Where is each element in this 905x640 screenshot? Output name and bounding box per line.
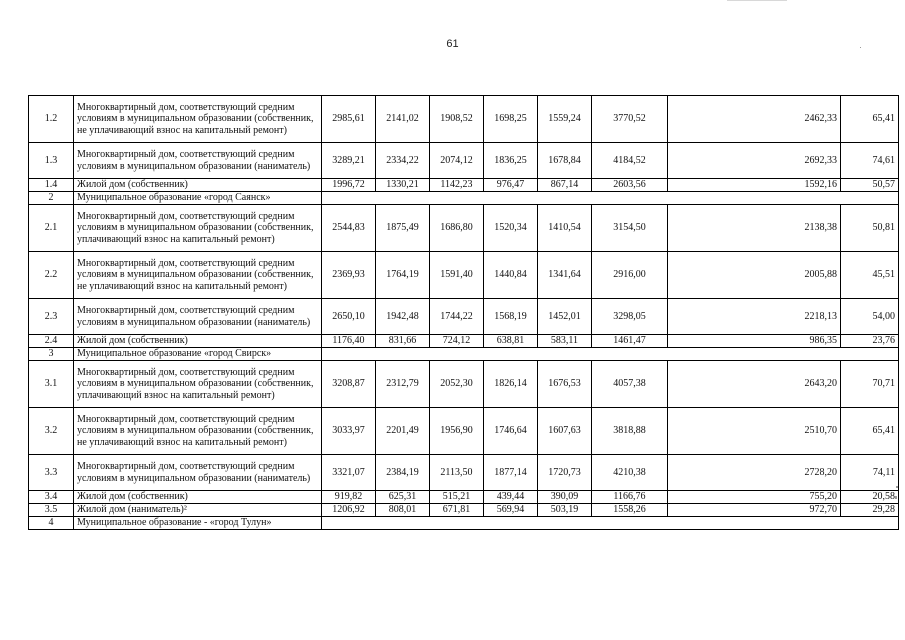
value-cell-7: 2510,70 <box>668 408 841 455</box>
value-cell-1: 3033,97 <box>322 408 376 455</box>
row-name-cell: Многоквартирный дом, соответствующий средним условиям в муниципальном образовании (собственник, уплачивающий взнос на капитальный ремонт) <box>74 361 322 408</box>
row-number-cell: 1.2 <box>29 96 74 143</box>
value-cell-6: 1558,26 <box>592 504 668 517</box>
row-name-cell: Многоквартирный дом, соответствующий средним условиям в муниципальном образовании (наниматель) <box>74 143 322 179</box>
value-cell-4: 1746,64 <box>484 408 538 455</box>
row-number-cell: 3.1 <box>29 361 74 408</box>
value-cell-1: 919,82 <box>322 491 376 504</box>
value-cell-2: 625,31 <box>376 491 430 504</box>
value-cell-8: 74,11 <box>841 455 899 491</box>
value-cell-4: 1836,25 <box>484 143 538 179</box>
value-cell-2: 1875,49 <box>376 205 430 252</box>
value-cell-2: 2141,02 <box>376 96 430 143</box>
row-number-cell: 3.3 <box>29 455 74 491</box>
row-number-cell: 2.2 <box>29 252 74 299</box>
row-name-cell: Муниципальное образование «город Свирск» <box>74 348 322 361</box>
row-number-cell: 1.4 <box>29 179 74 192</box>
value-cell-8: 74,61 <box>841 143 899 179</box>
value-cell-6: 1166,76 <box>592 491 668 504</box>
value-cell-7: 755,20 <box>668 491 841 504</box>
table-row <box>29 143 899 179</box>
table-row <box>29 455 899 491</box>
value-cell-5: 1559,24 <box>538 96 592 143</box>
scan-speck <box>895 496 897 499</box>
row-name-cell: Жилой дом (собственник) <box>74 179 322 192</box>
table-row <box>29 504 899 517</box>
value-cell-6: 4184,52 <box>592 143 668 179</box>
value-cell-5: 867,14 <box>538 179 592 192</box>
table-row <box>29 205 899 252</box>
value-cell-8: 45,51 <box>841 252 899 299</box>
value-cell-4: 1440,84 <box>484 252 538 299</box>
value-cell-5: 1720,73 <box>538 455 592 491</box>
row-number-cell: 2.4 <box>29 335 74 348</box>
value-cell-1: 2544,83 <box>322 205 376 252</box>
value-cell-7: 1592,16 <box>668 179 841 192</box>
value-cell-5: 1410,54 <box>538 205 592 252</box>
table-row <box>29 192 899 205</box>
tariff-table <box>28 95 899 530</box>
value-cell-2: 808,01 <box>376 504 430 517</box>
scan-speck <box>860 47 861 48</box>
section-blank-cell <box>322 192 899 205</box>
value-cell-3: 515,21 <box>430 491 484 504</box>
row-name-cell: Жилой дом (собственник) <box>74 335 322 348</box>
row-number-cell: 3.5 <box>29 504 74 517</box>
row-name-cell: Жилой дом (собственник) <box>74 491 322 504</box>
value-cell-6: 4210,38 <box>592 455 668 491</box>
table-row <box>29 252 899 299</box>
value-cell-1: 3208,87 <box>322 361 376 408</box>
row-name-cell: Многоквартирный дом, соответствующий средним условиям в муниципальном образовании (собственник, не уплачивающий взнос на капитальный ремонт) <box>74 96 322 143</box>
page-number: 61 <box>446 38 459 50</box>
value-cell-8: 54,00 <box>841 299 899 335</box>
value-cell-7: 2692,33 <box>668 143 841 179</box>
value-cell-4: 1568,19 <box>484 299 538 335</box>
value-cell-3: 2074,12 <box>430 143 484 179</box>
row-name-cell: Жилой дом (наниматель)² <box>74 504 322 517</box>
value-cell-2: 1764,19 <box>376 252 430 299</box>
value-cell-6: 3154,50 <box>592 205 668 252</box>
value-cell-1: 2985,61 <box>322 96 376 143</box>
value-cell-4: 1520,34 <box>484 205 538 252</box>
value-cell-3: 1142,23 <box>430 179 484 192</box>
value-cell-2: 2384,19 <box>376 455 430 491</box>
table-row <box>29 408 899 455</box>
value-cell-7: 2728,20 <box>668 455 841 491</box>
value-cell-4: 439,44 <box>484 491 538 504</box>
value-cell-2: 2312,79 <box>376 361 430 408</box>
row-name-cell: Многоквартирный дом, соответствующий средним условиям в муниципальном образовании (наниматель) <box>74 455 322 491</box>
value-cell-3: 1744,22 <box>430 299 484 335</box>
value-cell-4: 638,81 <box>484 335 538 348</box>
table-row <box>29 299 899 335</box>
row-name-cell: Муниципальное образование «город Саянск» <box>74 192 322 205</box>
value-cell-5: 503,19 <box>538 504 592 517</box>
value-cell-1: 2369,93 <box>322 252 376 299</box>
table-row <box>29 179 899 192</box>
row-number-cell: 2.1 <box>29 205 74 252</box>
scan-corner-mark <box>727 0 787 3</box>
value-cell-1: 1176,40 <box>322 335 376 348</box>
row-number-cell: 4 <box>29 517 74 530</box>
value-cell-5: 390,09 <box>538 491 592 504</box>
value-cell-7: 2218,13 <box>668 299 841 335</box>
value-cell-6: 2916,00 <box>592 252 668 299</box>
section-blank-cell <box>322 348 899 361</box>
value-cell-8: 20,58 <box>841 491 899 504</box>
row-number-cell: 3.2 <box>29 408 74 455</box>
value-cell-4: 1698,25 <box>484 96 538 143</box>
value-cell-8: 70,71 <box>841 361 899 408</box>
row-number-cell: 2 <box>29 192 74 205</box>
value-cell-4: 1877,14 <box>484 455 538 491</box>
value-cell-2: 2334,22 <box>376 143 430 179</box>
value-cell-1: 3321,07 <box>322 455 376 491</box>
value-cell-5: 1452,01 <box>538 299 592 335</box>
section-blank-cell <box>322 517 899 530</box>
row-name-cell: Многоквартирный дом, соответствующий средним условиям в муниципальном образовании (собственник, не уплачивающий взнос на капитальный ремонт) <box>74 408 322 455</box>
table-row <box>29 348 899 361</box>
value-cell-3: 1956,90 <box>430 408 484 455</box>
value-cell-1: 1996,72 <box>322 179 376 192</box>
scan-speck <box>896 486 898 488</box>
value-cell-1: 3289,21 <box>322 143 376 179</box>
value-cell-4: 569,94 <box>484 504 538 517</box>
value-cell-8: 23,76 <box>841 335 899 348</box>
value-cell-6: 1461,47 <box>592 335 668 348</box>
table-row <box>29 517 899 530</box>
table-row <box>29 96 899 143</box>
value-cell-3: 1908,52 <box>430 96 484 143</box>
row-number-cell: 3 <box>29 348 74 361</box>
value-cell-6: 2603,56 <box>592 179 668 192</box>
value-cell-7: 2462,33 <box>668 96 841 143</box>
value-cell-8: 65,41 <box>841 408 899 455</box>
value-cell-2: 1330,21 <box>376 179 430 192</box>
row-name-cell: Многоквартирный дом, соответствующий средним условиям в муниципальном образовании (собственник, уплачивающий взнос на капитальный ремонт) <box>74 205 322 252</box>
row-number-cell: 3.4 <box>29 491 74 504</box>
value-cell-6: 3770,52 <box>592 96 668 143</box>
value-cell-3: 1686,80 <box>430 205 484 252</box>
table-row <box>29 361 899 408</box>
value-cell-3: 2113,50 <box>430 455 484 491</box>
table-row <box>29 491 899 504</box>
value-cell-6: 3818,88 <box>592 408 668 455</box>
value-cell-5: 583,11 <box>538 335 592 348</box>
row-name-cell: Многоквартирный дом, соответствующий средним условиям в муниципальном образовании (наниматель) <box>74 299 322 335</box>
value-cell-1: 1206,92 <box>322 504 376 517</box>
row-number-cell: 2.3 <box>29 299 74 335</box>
value-cell-7: 2138,38 <box>668 205 841 252</box>
value-cell-6: 3298,05 <box>592 299 668 335</box>
value-cell-7: 986,35 <box>668 335 841 348</box>
value-cell-3: 724,12 <box>430 335 484 348</box>
value-cell-6: 4057,38 <box>592 361 668 408</box>
value-cell-5: 1676,53 <box>538 361 592 408</box>
value-cell-3: 671,81 <box>430 504 484 517</box>
value-cell-8: 29,28 <box>841 504 899 517</box>
value-cell-4: 1826,14 <box>484 361 538 408</box>
value-cell-4: 976,47 <box>484 179 538 192</box>
value-cell-2: 1942,48 <box>376 299 430 335</box>
value-cell-3: 2052,30 <box>430 361 484 408</box>
row-name-cell: Муниципальное образование - «город Тулун» <box>74 517 322 530</box>
table-body <box>29 96 899 530</box>
value-cell-7: 972,70 <box>668 504 841 517</box>
value-cell-7: 2005,88 <box>668 252 841 299</box>
value-cell-2: 2201,49 <box>376 408 430 455</box>
value-cell-8: 65,41 <box>841 96 899 143</box>
value-cell-5: 1678,84 <box>538 143 592 179</box>
value-cell-2: 831,66 <box>376 335 430 348</box>
value-cell-1: 2650,10 <box>322 299 376 335</box>
value-cell-7: 2643,20 <box>668 361 841 408</box>
table-row <box>29 335 899 348</box>
row-number-cell: 1.3 <box>29 143 74 179</box>
value-cell-3: 1591,40 <box>430 252 484 299</box>
row-name-cell: Многоквартирный дом, соответствующий средним условиям в муниципальном образовании (собственник, не уплачивающий взнос на капитальный ремонт) <box>74 252 322 299</box>
value-cell-8: 50,81 <box>841 205 899 252</box>
value-cell-5: 1607,63 <box>538 408 592 455</box>
value-cell-5: 1341,64 <box>538 252 592 299</box>
value-cell-8: 50,57 <box>841 179 899 192</box>
